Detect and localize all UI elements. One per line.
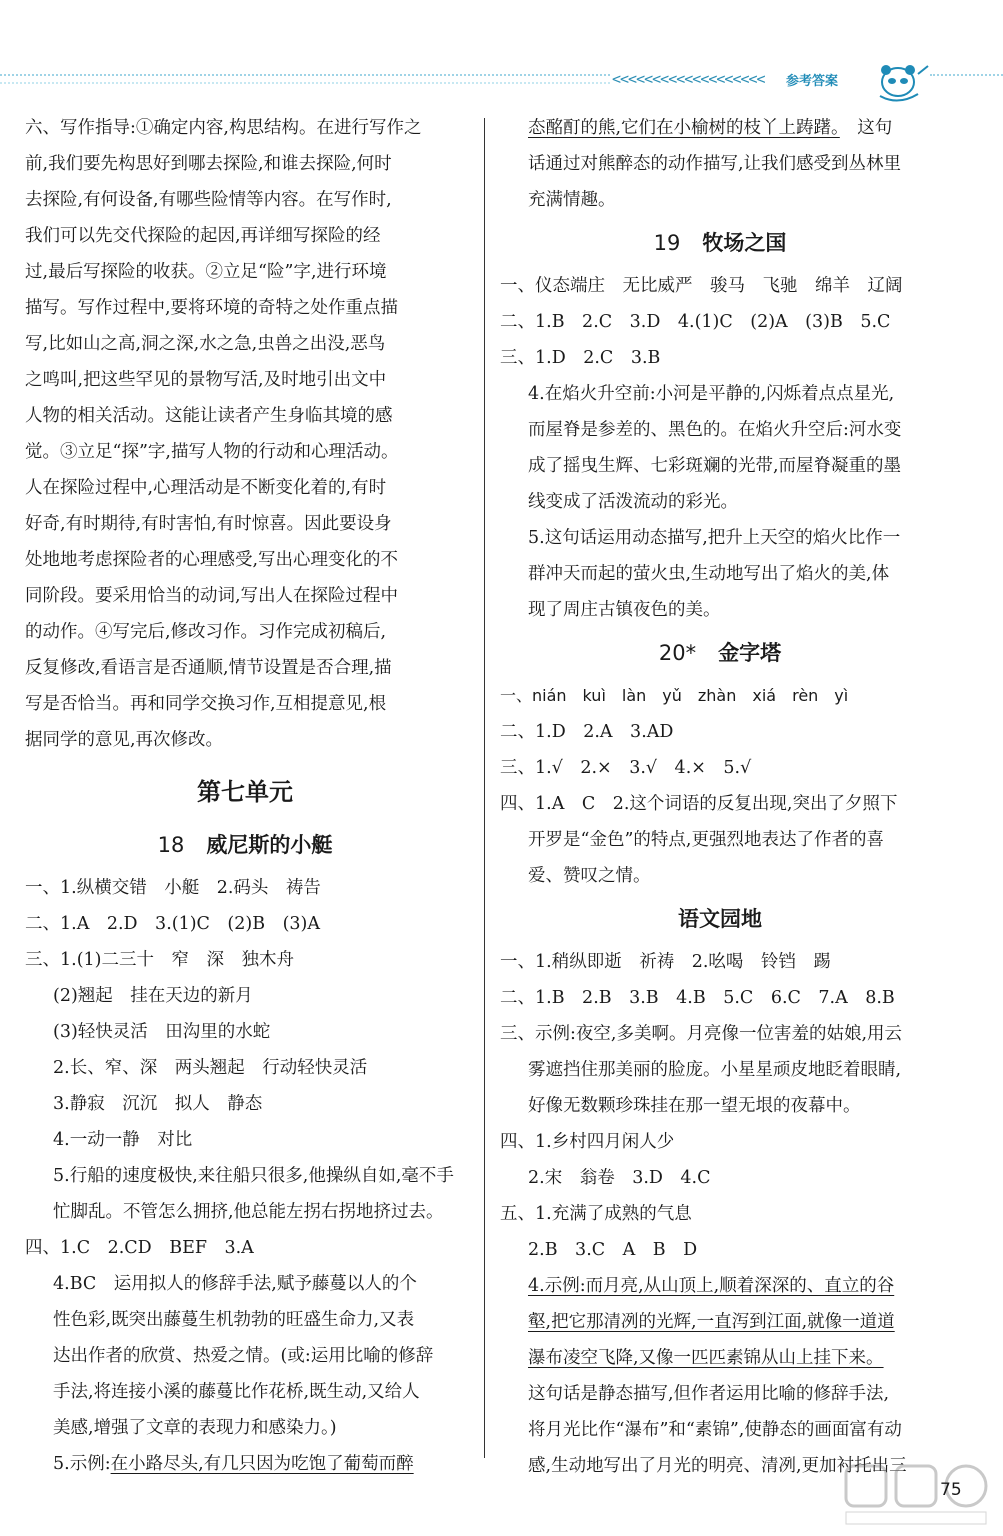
lesson-title: 牧场之国 — [702, 231, 787, 255]
text-line: 一、1.纵横交错 小艇 2.码头 祷告 — [25, 878, 321, 898]
text-line: 五、1.充满了成熟的气息 — [500, 1204, 692, 1224]
pinyin-line: 一、nián kuì làn yǔ zhàn xiá rèn yì — [500, 686, 849, 705]
text-line: (2)翘起 挂在天边的新月 — [53, 986, 253, 1006]
text-line: 四、1.乡村四月闲人少 — [500, 1132, 675, 1152]
text-line: 4.BC 运用拟人的修辞手法,赋予藤蔓以人的个 — [53, 1274, 417, 1294]
text-line: 好奇,有时期待,有时害怕,有时惊喜。因此要设身 — [25, 514, 392, 534]
text-line: 美感,增强了文章的表现力和感染力。) — [53, 1418, 337, 1438]
text-line: 过,最后写探险的收获。②立足“险”字,进行环境 — [25, 262, 387, 282]
text-line: (3)轻快灵活 田沟里的水蛇 — [53, 1022, 271, 1042]
text-line: 爱、赞叹之情。 — [528, 866, 651, 886]
lesson-number: 18 — [157, 833, 185, 857]
underlined-sentence: 瀑布凌空飞降,又像一匹匹素锦从山上挂下来。 — [528, 1348, 884, 1368]
text-line: 六、写作指导:①确定内容,构思结构。在进行写作之 — [25, 118, 422, 138]
text-line: 二、1.B 2.C 3.D 4.(1)C (2)A (3)B 5.C — [500, 312, 891, 332]
text-line: 2.长、窄、深 两头翘起 行动轻快灵活 — [53, 1058, 368, 1078]
text-line: 4.在焰火升空前:小河是平静的,闪烁着点点星光, — [528, 384, 895, 404]
text-line: 2.B 3.C A B D — [528, 1240, 698, 1260]
text-line: 处地地考虑探险者的心理感受,写出心理变化的不 — [25, 550, 399, 570]
left-column — [25, 110, 465, 1482]
underlined-sentence: 4.示例:而月亮,从山顶上,顺着深深的、直立的谷 — [528, 1276, 895, 1296]
lesson-heading — [500, 628, 940, 678]
text-line: 写,比如山之高,洞之深,水之急,虫兽之出没,恶鸟 — [25, 334, 386, 354]
text-fragment: 这句 — [839, 118, 893, 138]
text-line: 3.静寂 沉沉 拟人 静态 — [53, 1094, 263, 1114]
text-line: 好像无数颗珍珠挂在那一望无垠的夜幕中。 — [528, 1096, 861, 1116]
text-line: 去探险,有何设备,有哪些险情等内容。在写作时, — [25, 190, 392, 210]
page-number: 75 — [940, 1480, 962, 1500]
text-line: 我们可以先交代探险的起因,再详细写探险的经 — [25, 226, 381, 246]
text-line: 雾遮挡住那美丽的脸庞。小星星顽皮地眨着眼睛, — [528, 1060, 902, 1080]
text-line: 人物的相关活动。这能让读者产生身临其境的感 — [25, 406, 393, 426]
text-line: 现了周庄古镇夜色的美。 — [528, 600, 721, 620]
text-line — [500, 110, 940, 146]
text-line: 5.这句话运用动态描写,把升上天空的焰火比作一 — [528, 528, 901, 548]
text-line: 一、仪态端庄 无比威严 骏马 飞驰 绵羊 辽阔 — [500, 276, 903, 296]
text-line: 三、1.D 2.C 3.B — [500, 348, 661, 368]
text-line: 群冲天而起的萤火虫,生动地写出了焰火的美,体 — [528, 564, 890, 584]
text-line: 开罗是“金色”的特点,更强烈地表达了作者的喜 — [528, 830, 884, 850]
text-line: 2.宋 翁卷 3.D 4.C — [528, 1168, 711, 1188]
text-line: 前,我们要先构思好到哪去探险,和谁去探险,何时 — [25, 154, 392, 174]
text-line: 充满情趣。 — [528, 190, 616, 210]
underlined-sentence: 在小路尽头,有几只因为吃饱了葡萄而醉 — [110, 1454, 414, 1474]
text-line: 四、1.A C 2.这个词语的反复出现,突出了夕照下 — [500, 794, 898, 814]
text-line: 一、1.稍纵即逝 祈祷 2.吆喝 铃铛 踢 — [500, 952, 831, 972]
text-line: 性色彩,既突出藤蔓生机勃勃的旺盛生命力,又表 — [53, 1310, 415, 1330]
underlined-sentence: 壑,把它那清冽的光辉,一直泻到江面,就像一道道 — [528, 1312, 895, 1332]
text-line: 描写。写作过程中,要将环境的奇特之处作重点描 — [25, 298, 399, 318]
text-line: 人在探险过程中,心理活动是不断变化着的,有时 — [25, 478, 387, 498]
text-line: 线变成了活泼流动的彩光。 — [528, 492, 738, 512]
header-title: 参考答案 — [786, 74, 839, 89]
text-line: 将月光比作“瀑布”和“素锦”,使静态的画面富有动 — [528, 1420, 902, 1440]
underlined-sentence: 态酩酊的熊,它们在小榆树的枝丫上踌躇。 — [528, 118, 840, 138]
text-line: 写是否恰当。再和同学交换习作,互相提意见,根 — [25, 694, 387, 714]
text-line: 感,生动地写出了月光的明亮、清冽,更加衬托出三 — [528, 1456, 907, 1476]
text-line: 达出作者的欣赏、热爱之情。(或:运用比喻的修辞 — [53, 1346, 434, 1366]
text-line: 反复修改,看语言是否通顺,情节设置是否合理,描 — [25, 658, 392, 678]
header-arrows-decoration: <<<<<<<<<<<<<<<<<<< — [612, 70, 765, 88]
lesson-title: 威尼斯的小艇 — [206, 833, 333, 857]
text-line: 三、1.√ 2.× 3.√ 4.× 5.√ — [500, 758, 752, 778]
text-fragment: 5.示例: — [53, 1454, 111, 1474]
lesson-number: 19 — [653, 231, 681, 255]
unit-title: 第七单元 — [197, 778, 293, 806]
lesson-title: 金字塔 — [718, 641, 782, 665]
header-dotted-line-right — [930, 74, 1003, 76]
text-line: 5.行船的速度极快,来往船只很多,他操纵自如,毫不手 — [53, 1166, 454, 1186]
text-line: 之鸣叫,把这些罕见的景物写活,及时地引出文中 — [25, 370, 387, 390]
text-line: 三、示例:夜空,多美啊。月亮像一位害羞的姑娘,用云 — [500, 1024, 903, 1044]
panda-mascot-icon — [868, 60, 932, 104]
watermark-logo-icon — [842, 1462, 992, 1528]
text-line: 三、1.(1)二三十 窄 深 独木舟 — [25, 950, 294, 970]
text-line: 这句话是静态描写,但作者运用比喻的修辞手法, — [528, 1384, 890, 1404]
text-line: 成了摇曳生辉、七彩斑斓的光带,而屋脊凝重的墨 — [528, 456, 902, 476]
text-line: 二、1.D 2.A 3.AD — [500, 722, 674, 742]
column-divider — [484, 118, 485, 1458]
section-heading: 语文园地 — [678, 907, 762, 931]
header-dotted-line — [0, 74, 610, 76]
text-line: 觉。③立足“探”字,描写人物的行动和心理活动。 — [25, 442, 399, 462]
lesson-heading — [500, 218, 940, 268]
text-line: 而屋脊是参差的、黑色的。在焰火升空后:河水变 — [528, 420, 902, 440]
text-line: 手法,将连接小溪的藤蔓比作花桥,既生动,又给人 — [53, 1382, 420, 1402]
lesson-number: 20* — [658, 641, 697, 665]
text-line — [25, 1446, 465, 1482]
text-line: 4.一动一静 对比 — [53, 1130, 193, 1150]
text-line: 同阶段。要采用恰当的动词,写出人在探险过程中 — [25, 586, 399, 606]
text-line: 忙脚乱。不管怎么拥挤,他总能左拐右拐地挤过去。 — [53, 1202, 444, 1222]
text-line: 的动作。④写完后,修改习作。习作完成初稿后, — [25, 622, 387, 642]
text-line: 二、1.B 2.B 3.B 4.B 5.C 6.C 7.A 8.B — [500, 988, 895, 1008]
text-line: 二、1.A 2.D 3.(1)C (2)B (3)A — [25, 914, 321, 934]
lesson-heading — [25, 820, 465, 870]
header-dotted-line-2 — [0, 82, 610, 84]
right-column — [500, 110, 940, 1484]
page-header — [0, 60, 1003, 106]
text-line: 话通过对熊醉态的动作描写,让我们感受到丛林里 — [528, 154, 902, 174]
text-line: 四、1.C 2.CD BEF 3.A — [25, 1238, 254, 1258]
text-line: 据同学的意见,再次修改。 — [25, 730, 224, 750]
